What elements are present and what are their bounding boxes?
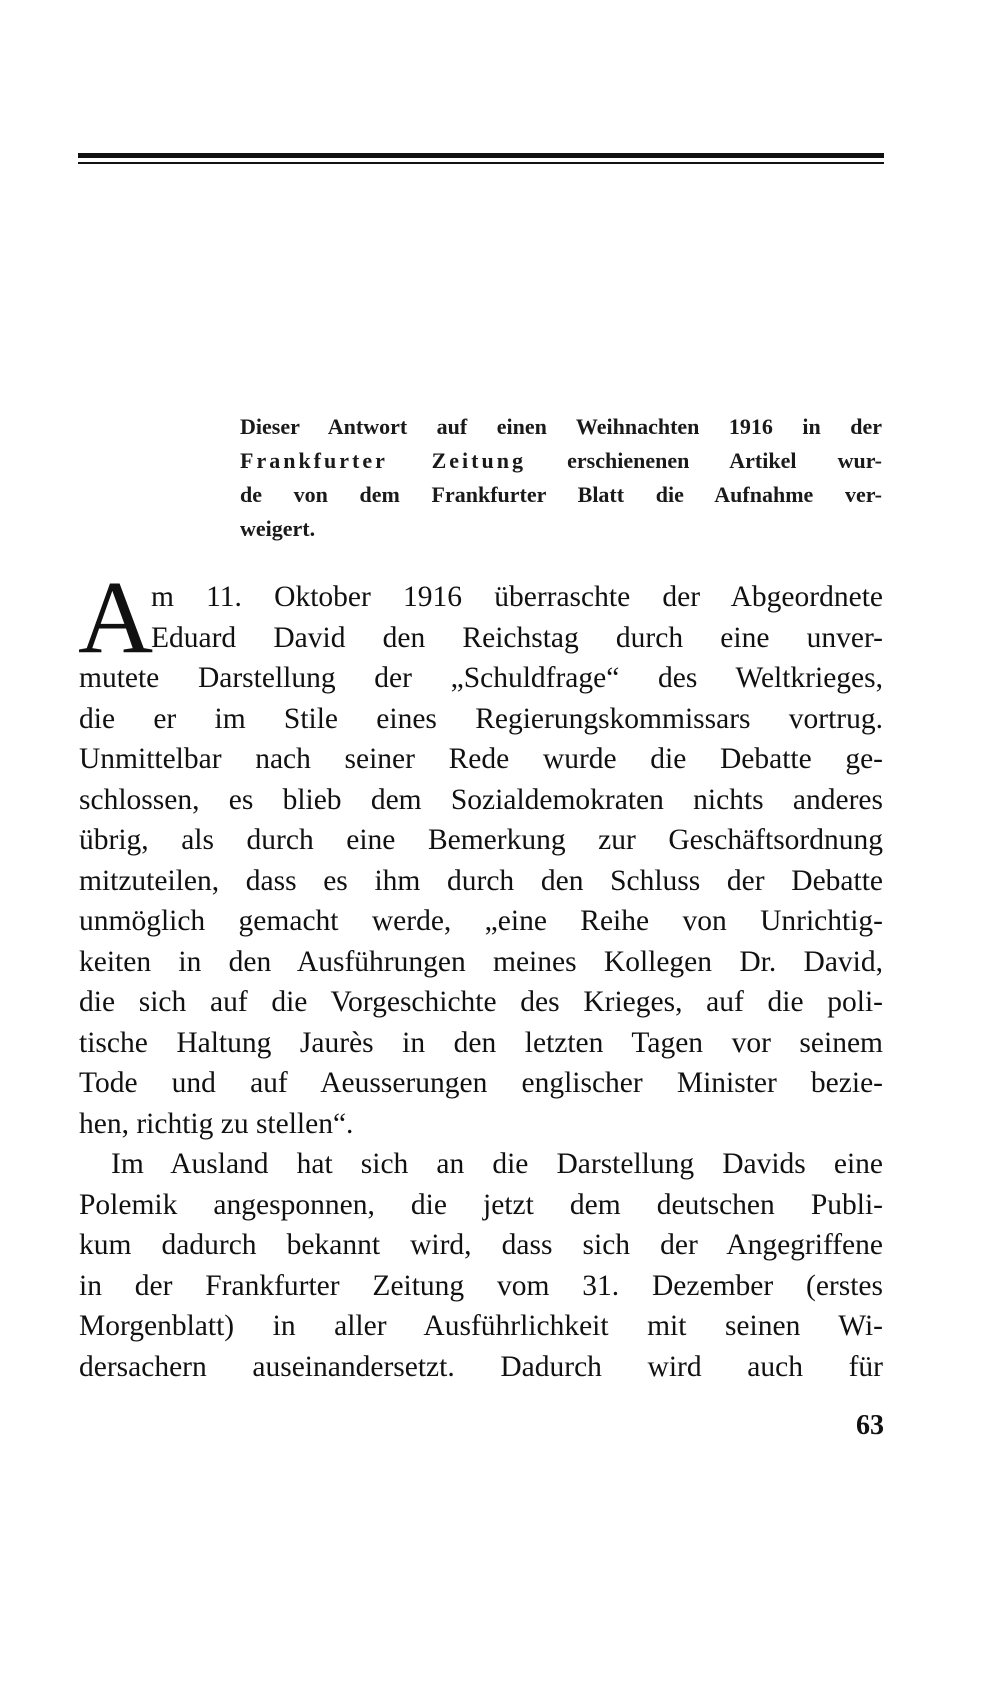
note-line — [240, 478, 882, 512]
text-line: mutete Darstellung der „Schuldfrage“ des Weltkrieges, — [79, 662, 883, 694]
text-line: Tode und auf Aeusserungen englischer Minister bezie- — [79, 1067, 883, 1099]
note-text: erschienenen Artikel wur- — [525, 448, 883, 473]
note-text-spaced: Frankfurter Zeitung — [240, 448, 526, 473]
text-line: in der Frankfurter Zeitung vom 31. Dezember (erstes — [79, 1269, 883, 1302]
text-line: unmöglich gemacht werde, „eine Reihe von Unrichtig- — [79, 905, 883, 937]
drop-cap: A — [78, 560, 154, 675]
note-text: weigert. — [240, 516, 316, 541]
text-line: mitzuteilen, dass es ihm durch den Schluss der Debatte — [79, 864, 883, 897]
note-line — [240, 410, 882, 444]
text-line: Eduard David den Reichstag durch eine unver- — [151, 621, 883, 654]
text-line: dersachern auseinandersetzt. Dadurch wird auch für — [79, 1350, 883, 1383]
text-line: kum dadurch bekannt wird, dass sich der Angegriffene — [79, 1229, 883, 1261]
article-body — [79, 577, 883, 1387]
text-line: Unmittelbar nach seiner Rede wurde die Debatte ge- — [79, 743, 883, 775]
text-line: übrig, als durch eine Bemerkung zur Geschäftsordnung — [79, 824, 883, 856]
note-line — [240, 444, 882, 478]
text-line: Im Ausland hat sich an die Darstellung Davids eine — [111, 1148, 883, 1180]
header-rule-thick — [78, 153, 884, 158]
editorial-note — [240, 410, 882, 546]
text-line: keiten in den Ausführungen meines Kollegen Dr. David, — [79, 945, 883, 978]
text-line: die er im Stile eines Regierungskommissars vortrug. — [79, 702, 883, 735]
text-line: hen, richtig zu stellen“. — [79, 1107, 354, 1140]
note-line — [240, 512, 882, 546]
text-line: m 11. Oktober 1916 überraschte der Abgeordnete — [151, 581, 883, 613]
page-number: 63 — [856, 1410, 884, 1441]
note-text: de von dem Frankfurter Blatt die Aufnahme ver- — [240, 482, 882, 507]
text-line: Polemik angesponnen, die jetzt dem deutschen Publi- — [79, 1188, 883, 1221]
text-line: die sich auf die Vorgeschichte des Krieges, auf die poli- — [79, 986, 883, 1018]
note-text: Dieser Antwort auf einen Weihnachten 1916 in der — [240, 414, 882, 439]
text-line: Morgenblatt) in aller Ausführlichkeit mit seinen Wi- — [79, 1310, 883, 1342]
text-line: tische Haltung Jaurès in den letzten Tagen vor seinem — [79, 1026, 883, 1059]
text-line: schlossen, es blieb dem Sozialdemokraten nichts anderes — [79, 783, 883, 816]
header-rule-thin — [78, 162, 884, 164]
